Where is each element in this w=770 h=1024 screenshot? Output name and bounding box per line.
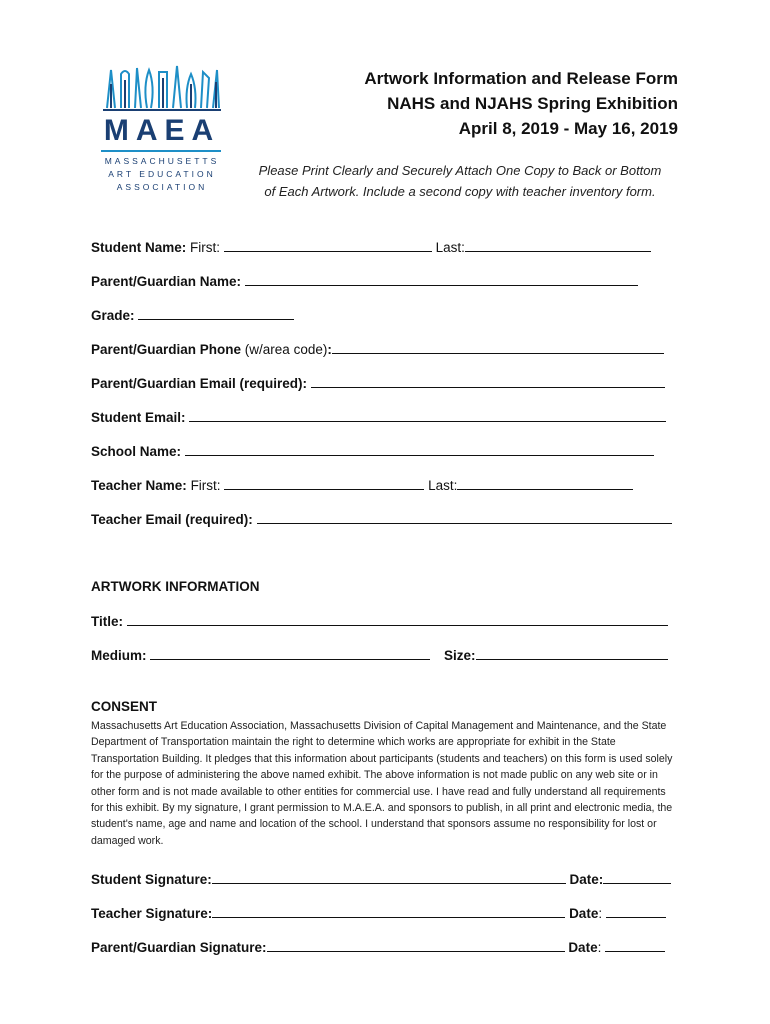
parent-name-row [91,273,638,289]
maea-logo [97,64,227,194]
parent-phone-hint: (w/area code) [244,342,328,357]
teacher-name-row [91,477,633,493]
parent-signature-field[interactable] [267,939,565,952]
student-signature-field[interactable] [212,871,566,884]
consent-text: Massachusetts Art Education Association, Massachusetts Division of Capital Management and Maintenance, and the State Department of Transportation maintain the right to determine which works are appropriate for exhibit in the State Transportation Building. It pledges that this information about participants (students and teachers) on this form is used solely for the purpose of administering the above named exhibit. The above information is not made public on any web site or in other form and is not made available to other entities for commercial use. I have read and fully understand all requirements for this exhibit. By my signature, I grant permission to M.A.E.A. and sponsors to publish, in all print and electronic media, the student's name, age and name and location of the school. I understand that sponsors assume no responsibility for lost or damaged work. [91,720,673,847]
teacher-email-label: Teacher Email (required): [91,512,253,527]
parent-name-label: Parent/Guardian Name: [91,274,242,289]
artwork-title-field[interactable] [127,613,668,626]
parent-signature-row [91,939,665,955]
medium-label: Medium: [91,648,147,663]
school-name-row [91,443,654,459]
form-header [364,66,678,141]
teacher-last-name-field[interactable] [457,477,633,490]
teacher-signature-field[interactable] [212,905,565,918]
teacher-date-colon: : [598,906,603,921]
student-email-row [91,409,666,425]
parent-phone-colon: : [327,342,332,357]
teacher-signature-row [91,905,666,921]
teacher-email-row [91,511,672,527]
parent-signature-label: Parent/Guardian Signature: [91,940,267,955]
last-label: Last: [435,240,465,255]
parent-email-label: Parent/Guardian Email (required): [91,376,308,391]
logo-acronym: MAEA [103,114,221,147]
parent-phone-label: Parent/Guardian Phone [91,342,242,357]
logo-line-2: ART EDUCATION [108,169,216,179]
teacher-signature-label: Teacher Signature: [91,906,213,921]
title-row [91,613,668,629]
student-name-label: Student Name: [91,240,187,255]
parent-email-field[interactable] [311,375,665,388]
student-last-name-field[interactable] [465,239,651,252]
medium-field[interactable] [150,647,430,660]
grade-label: Grade: [91,308,135,323]
grade-row [91,307,294,323]
medium-size-row [91,647,668,663]
teacher-name-label: Teacher Name: [91,478,187,493]
title-label: Title: [91,614,124,629]
teacher-first-name-field[interactable] [224,477,424,490]
student-email-field[interactable] [189,409,666,422]
teacher-last-label: Last: [428,478,458,493]
student-email-label: Student Email: [91,410,186,425]
logo-line-1: MASSACHUSETTS [104,156,220,166]
size-label: Size: [444,648,476,663]
exhibition-name: NAHS and NJAHS Spring Exhibition [387,94,678,113]
student-signature-row [91,871,671,887]
student-date-label: Date: [569,872,604,887]
school-name-label: School Name: [91,444,182,459]
size-field[interactable] [476,647,668,660]
form-title: Artwork Information and Release Form [364,69,678,88]
parent-email-row [91,375,665,391]
exhibition-dates: April 8, 2019 - May 16, 2019 [458,119,678,138]
student-signature-label: Student Signature: [91,872,212,887]
teacher-date-field[interactable] [606,905,666,918]
artwork-section-title: ARTWORK INFORMATION [91,579,260,594]
first-label: First: [190,240,221,255]
teacher-email-field[interactable] [257,511,672,524]
teacher-first-label: First: [190,478,221,493]
parent-name-field[interactable] [245,273,638,286]
student-first-name-field[interactable] [224,239,432,252]
instructions-line-1: Please Print Clearly and Securely Attach One Copy to Back or Bottom [258,163,662,178]
consent-section-title: CONSENT [91,699,158,714]
teacher-date-label: Date [569,906,599,921]
school-name-field[interactable] [185,443,654,456]
student-name-row [91,239,651,255]
instructions-line-2: of Each Artwork. Include a second copy with teacher inventory form. [264,184,656,199]
parent-phone-row [91,341,664,357]
art-tools-icon [97,64,227,114]
parent-phone-field[interactable] [332,341,664,354]
logo-divider [101,150,221,152]
parent-date-field[interactable] [605,939,665,952]
parent-date-colon: : [597,940,602,955]
parent-date-label: Date [568,940,598,955]
grade-field[interactable] [138,307,294,320]
student-date-field[interactable] [603,871,671,884]
logo-line-3: ASSOCIATION [116,182,208,192]
instructions [240,160,680,202]
